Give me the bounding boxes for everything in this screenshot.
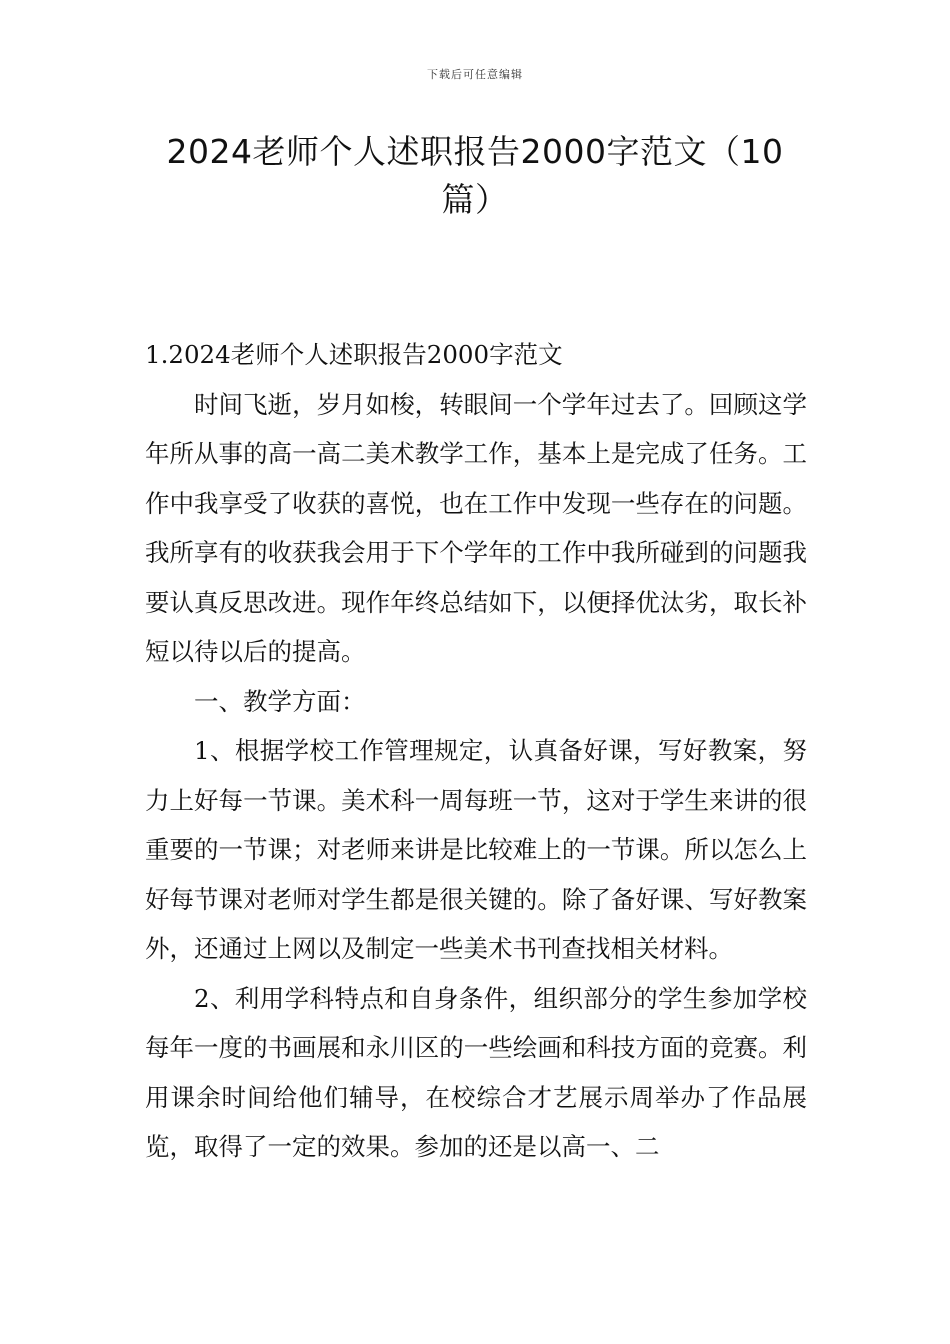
header-note: 下载后可任意编辑 [427, 68, 523, 81]
paragraph: 1、根据学校工作管理规定，认真备好课，写好教案，努力上好每一节课。美术科一周每班一节，这对于学生来讲的很重要的一节课；对老师来讲是比较难上的一节课。所以怎么上好每节课对老师对学生都是很关键的。除了备好课、写好教案外，还通过上网以及制定一些美术书刊查找相关材料。 [145, 736, 807, 963]
paragraph: 2、利用学科特点和自身条件，组织部分的学生参加学校每年一度的书画展和永川区的一些绘画和科技方面的竞赛。利用课余时间给他们辅导，在校综合才艺展示周举办了作品展览，取得了一定的效果。参加的还是以高一、二 [145, 983, 807, 1161]
document-body [145, 330, 807, 1172]
subheading: 一、教学方面： [194, 686, 366, 716]
paragraph: 时间飞逝，岁月如梭，转眼间一个学年过去了。回顾这学年所从事的高一高二美术教学工作，基本上是完成了任务。工作中我享受了收获的喜悦，也在工作中发现一些存在的问题。我所享有的收获我会用于下个学年的工作中我所碰到的问题我要认真反思改进。现作年终总结如下，以便择优汰劣，取长补短以待以后的提高。 [145, 389, 807, 666]
section-heading: 1.2024老师个人述职报告2000字范文 [145, 340, 563, 369]
document-title: 2024老师个人述职报告2000字范文（10篇） [166, 132, 784, 219]
